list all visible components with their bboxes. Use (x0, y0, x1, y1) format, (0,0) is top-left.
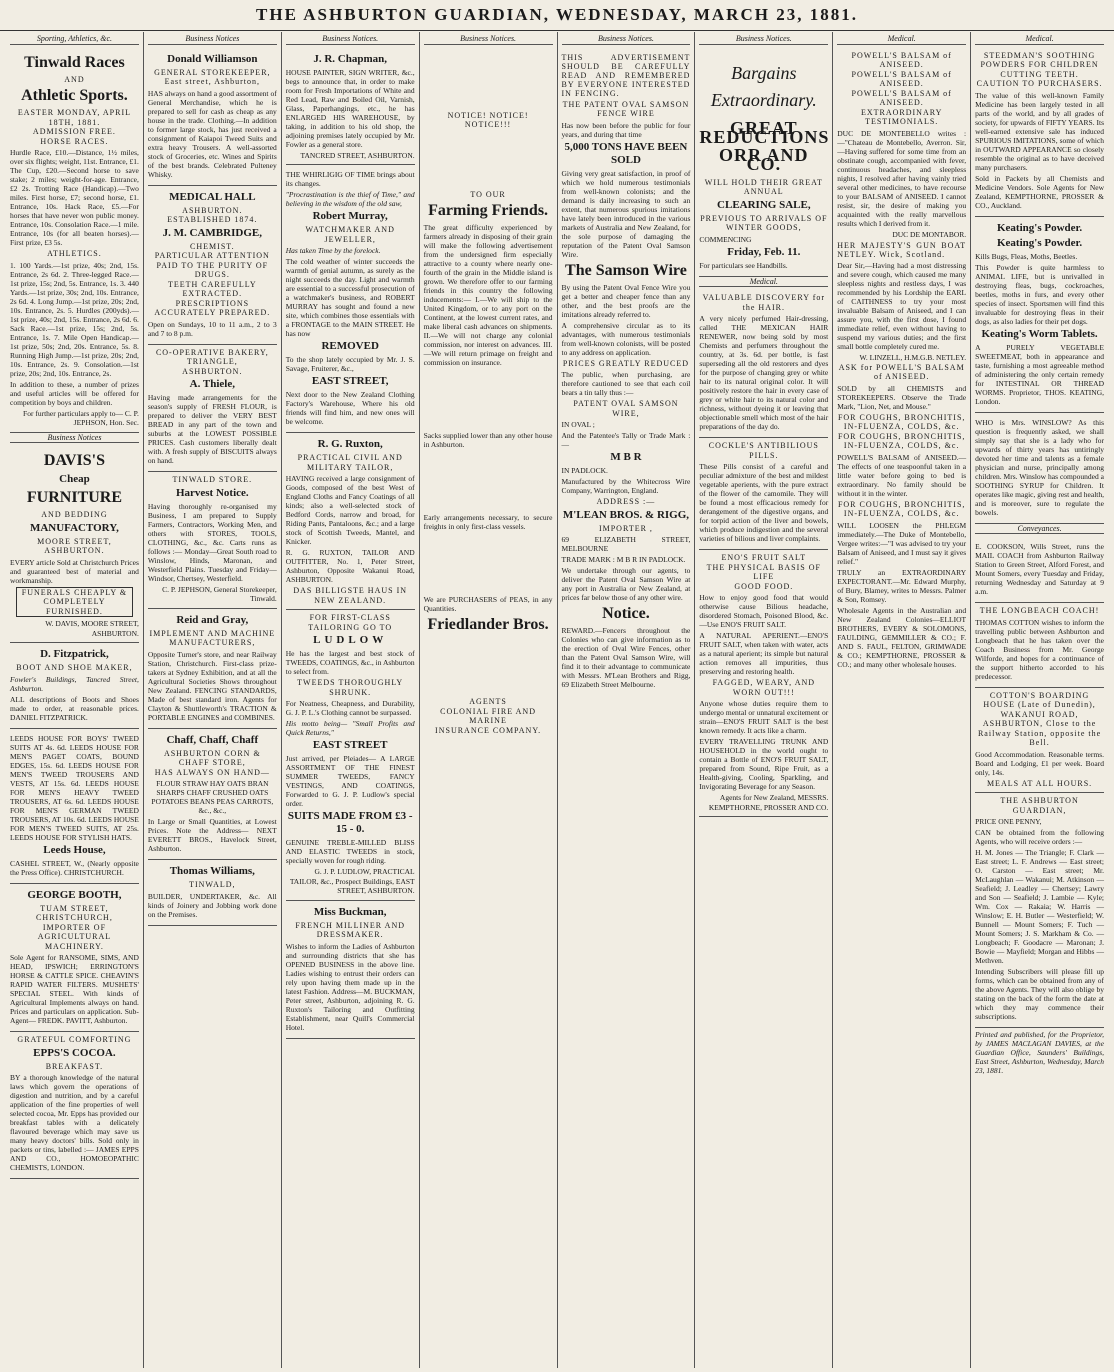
ad-text: NOTICE! NOTICE! NOTICE!!! (447, 110, 529, 129)
ad-title: Bargains (731, 62, 797, 83)
ad-text: PARTICULAR ATTENTION PAID TO THE PURITY OF DRUGS. (154, 251, 270, 279)
ad-text: IN OVAL ; (561, 420, 595, 429)
ad-title: FURNITURE (26, 489, 122, 506)
ad-signature: DUC DE MONTABOR. (892, 229, 967, 239)
ad-text: CO-OPERATIVE BAKERY, (155, 347, 269, 357)
ad-title: The Samson Wire (565, 261, 687, 279)
ad-text: GRATEFUL COMFORTING (17, 1035, 132, 1044)
ad-text: TO OUR (470, 189, 506, 199)
ad-text: PATENT OVAL SAMSON WIRE, (573, 399, 679, 418)
ad-body: Has now been before the public for four years, and during that time (561, 120, 691, 139)
ad-text: EAST STREET, (311, 375, 389, 387)
ad-body: Open on Sundays, 10 to 11 a.m., 2 to 3 and 7 to 8 p.m. (147, 319, 277, 338)
ad-text: HER MAJESTY'S GUN BOAT NETLEY. Wick, Scotland. (837, 241, 967, 259)
ad-title: R. G. Ruxton, (317, 438, 383, 450)
ad-body: LEEDS HOUSE FOR BOYS' TWEED SUITS AT 4s. 6d. LEEDS HOUSE FOR MEN'S PAGET COATS, BOUND EDGES, 15s. 6d. LEEDS HOUSE FOR MEN'S TWEED TROUSERS AND VESTS, AT 15s. 6d. LEEDS HOUSE FOR MEN'S HEAVY TWEED TROUSERS, AT 6s. 6d. LEEDS HOUSE FOR MEN'S GERMAN TWEED TROUSERS, AT 10s. 6d. LEEDS HOUSE FOR MEN'S TWEED SUITS, AT 25s. LEEDS HOUSE FOR STYLISH HATS. (10, 733, 139, 842)
ad-text: THIS ADVERTISEMENT SHOULD BE CAREFULLY READ AND REMEMBERED BY EVERYONE INTERESTED IN FENCING. (561, 52, 691, 98)
ad-body: We undertake through our agents, to deliver the Patent Oval Samson Wire at any port in Australia or New Zealand, at prices far below those of any other wire. (561, 566, 691, 602)
ad-text: MOORE STREET, ASHBURTON. (37, 536, 112, 555)
trade-mark: TRADE MARK : M B R IN PADLOCK. (561, 555, 686, 564)
ad-text: PRICES GREATLY REDUCED (562, 358, 690, 368)
ad-text: ASHBURTON CORN & CHAFF STORE, (163, 748, 261, 767)
ad-body: Sold in Packets by all Chemists and Medicine Vendors. Sole Agents for New Zealand, KEMPTHORNE, PROSSER & CO., Auckland. (975, 173, 1104, 210)
tinwald-races-ad (10, 48, 139, 433)
ad-body: WHO is Mrs. WINSLOW? As this question is frequently asked, we shall simply say that she is a lady who for upwards of thirty years has untiringly devoted her time and talents as a female physician and nurse, principally among children. Mrs. Winslow has compounded a SOOTHING SYRUP for Children. It operates like magic, giving rest and health, and is moreover, sure to regulate the bowels. (975, 417, 1104, 517)
ad-text: Has taken Time by the forelock. (285, 246, 381, 255)
ad-price: SUITS MADE FROM £3 - 15 - 0. (287, 810, 413, 835)
ad-body: HAVING received a large consignment of Goods, composed of the best West of England Cloths and Fancy Coatings of all kinds; also a well-selected stock of Bedford Cords, narrow and broad, for Riding Pants, Pantaloons, &c.; and a large stock of Scottish Tweeds, Mantel, and Knicker. (285, 474, 415, 546)
masthead: THE ASHBURTON GUARDIAN, WEDNESDAY, MARCH 23, 1881. (0, 0, 1114, 31)
ad-date: Friday, Feb. 11. (727, 245, 801, 258)
ad-text: WINTER GOODS, (725, 223, 802, 232)
ad-text: ESTABLISHED 1874. (167, 215, 258, 224)
george-booth-ad (10, 884, 139, 1033)
column-header: Business Notices. (699, 34, 828, 45)
ad-title: MEDICAL HALL (169, 190, 256, 203)
ad-body: DUC DE MONTEBELLO writes :—"Chateau de Montebello, Averron. Sir,—Having suffered for some time from an obstinate cough, accompanied with fever, continuous headaches, and sleepless nights, I resolved after having vainly tried several other medicines, to have recourse to your BALSAM of ANISEED. I cannot resist, sir, the desire of making you acquainted with the really marvellous results which I derived from it. (837, 128, 967, 228)
ad-text: PREVIOUS TO ARRIVALS OF (700, 213, 828, 223)
ad-text: ASHBURTON. (182, 205, 243, 215)
ad-title: Keating's Powder. (996, 236, 1083, 249)
chaff-store-ad (148, 729, 277, 861)
ad-text: PRESCRIPTIONS ACCURATELY PREPARED. (154, 298, 271, 317)
ad-text: BOOT AND SHOE MAKER, (16, 663, 133, 672)
ad-signature: G. J. P. LUDLOW, PRACTICAL TAILOR, &c., Prospect Buildings, EAST STREET, ASHBURTON. (289, 867, 415, 895)
ad-text: PRACTICAL CIVIL AND MILITARY TAILOR, (297, 453, 403, 472)
ad-text: CHEMIST. (190, 241, 235, 251)
enos-fruit-salt-ad (699, 550, 828, 817)
ad-body: Dear Sir,—Having had a most distressing and severe cough, which caused me many sleepless nights and restless days, I was recommended by his Lordship the EARL of CAITHNESS to try your most invaluable Balsam of Aniseed, and I can assure you, with the first dose, I found immediate relief, even without having to suspend my various duties; and the first small bottle completely cured me. (837, 261, 967, 351)
samson-wire-ad (562, 48, 691, 696)
column-header: Medical. (975, 34, 1104, 45)
column-header: Business Notices. (286, 34, 415, 45)
ad-body: A NATURAL APERIENT.—ENO'S FRUIT SALT, when taken with water, acts as a natural aperient; its simple but natural action removes all impurities, thus preserving and restoring health. (699, 631, 829, 676)
column-header: Business Notices. (562, 34, 691, 45)
ad-text: TINWALD STORE. (172, 475, 253, 484)
ad-title: Keating's Worm Tablets. (981, 327, 1098, 340)
ad-title: GREAT REDUCTIONS (699, 117, 830, 147)
ad-text: Cheap (59, 473, 90, 485)
boarding-house-ad (975, 688, 1104, 794)
ad-title: Robert Murray, (312, 210, 388, 222)
ad-body: These Pills consist of a careful and peculiar admixture of the best and mildest vegetable aperients, with the pure extract of the flower of the camomile. They will be found a most efficacious remedy for derangement of the digestive organs, and for torpid action of the liver and bowels, which produce indigestion and the several varieties of bilious and liver complaints. (699, 462, 829, 543)
ad-body: Intending Subscribers will please fill up forms, which can be obtained from any of the above Agents. They will also oblige by stating on the back of the form the date at which they may commence their subscriptions. (975, 967, 1104, 1021)
ad-body: E. COOKSON, Wills Street, runs the MAIL COACH from Ashburton Railway Station to Green Street, Alford Forest, and Mount Somers, every Tuesday and Friday, returning Wednesday and Saturday at 9 a.m. (975, 542, 1104, 596)
ad-text: WILL HOLD THEIR GREAT (704, 177, 823, 187)
ad-text: ADDRESS :— (596, 497, 656, 506)
ad-body: HAS always on hand a good assortment of General Merchandise, which he is prepared to sell for cash as cheap as any house in the trade. Clothing.—In addition to former large stock, has just received a consignment of Kaiapoi Tweed Suits and extra heavy Trousers. A well-assorted stock of Groceries, etc. Wines and Spirits of the best brands. Celebrated Pulteney Whisky. (147, 88, 277, 179)
chapman-ad (286, 48, 415, 166)
donald-williamson-ad (148, 48, 277, 186)
ad-body: Good Accommodation. Reasonable terms. Board and Lodging, £1 per week. Board only, 14s. (975, 749, 1104, 777)
ad-body: Having made arrangements for the season's supply of FRESH FLOUR, is prepared to deliver the VERY BEST BREAD in any part of the town and suburbs at the LOWEST POSSIBLE PRICES. Cash customers liberally dealt with. A fresh supply of BISCUITS always on hand. (147, 393, 277, 465)
ad-text: FOR COUGHS, BRONCHITIS, IN-FLUENZA, COLDS, &c. (837, 499, 966, 518)
ad-body: A PURELY VEGETABLE SWEETMEAT, both in appearance and taste, furnishing a most agreeable method of administering the only certain remedy for INTESTINAL OR THREAD WORMS. Proprietor, THOS. KEATING, London. (975, 342, 1104, 406)
ad-title: DAVIS'S (43, 452, 105, 469)
guardian-agents-ad (975, 793, 1104, 1028)
column-header: Business Notices. (424, 34, 553, 45)
ad-text: POWELL'S BALSAM of ANISEED. (851, 69, 952, 88)
cooperative-bakery-ad (148, 345, 277, 473)
ludlow-ad (286, 610, 415, 901)
steedman-ad (975, 48, 1104, 217)
ad-text: GENERAL STOREKEEPER, East street, Ashburton, (154, 67, 271, 86)
column-4 (419, 32, 557, 1368)
column-header: Medical. (699, 277, 828, 288)
ad-text: THE PHYSICAL BASIS OF LIFE (706, 562, 821, 581)
ad-title: Reid and Gray, (176, 613, 249, 626)
ad-title: Donald Williamson (167, 52, 258, 65)
ad-body: We are PURCHASERS of PEAS, in any Quantities. (423, 595, 553, 613)
keatings-powder-ad (975, 217, 1104, 413)
ad-title: Tinwald Races (24, 53, 125, 71)
ad-body: To the shop lately occupied by Mr. J. S. Savage, Fruiterer, &c., (285, 355, 415, 373)
leeds-house-ad (10, 729, 139, 884)
miss-buckman-ad (286, 901, 415, 1039)
ad-body: The value of this well-known Family Medicine has been largely tested in all parts of the world, and by all grades of society, for upwards of FIFTY YEARS. Its well-earned extensive sale has induced SPURIOUS IMITATIONS, some of which in OUTWARD APPEARANCE so closely resemble the original as to have deceived many purchasers. (975, 90, 1104, 172)
ad-body: WILL LOOSEN the PHLEGM immediately.—The Duke of Montebello, Vergee writes:—"I was advised to try your Balsam of Aniseed, and I must say it gives relief." (837, 520, 967, 566)
ad-text: ANNUAL (743, 187, 784, 196)
ad-text: GOOD FOOD. (734, 581, 794, 591)
ad-signature: For further particulars apply to— C. P. JEPHSON, Hon. Sec. (23, 408, 139, 427)
ad-body: THOMAS COTTON wishes to inform the travelling public between Ashburton and Longbeach that he has taken over the Coach Business from Mr. George Wilforde, and hopes for a continuance of the support hitherto accorded to his predecessor. (975, 617, 1104, 681)
ad-signature: W. LINZELL, H.M.G.B. NETLEY. (859, 353, 967, 362)
ad-body: The cold weather of winter succeeds the warmth of genial autumn, as surely as the night succeeds the day. Light and warmth are essential to a successful prosecution of a watchmaker's business, and ROBERT MURRAY has sought and found a new site, which combines those essentials with a FRONTAGE to the MAIN STREET. He has now (285, 257, 415, 338)
ad-body: Opposite Turner's store, and near Railway Station, Christchurch. First-class prize-takers at Sydney Exhibition, and at all the Agricultural Societies Shows throughout New Zealand. FENCING STANDARDS, Made of best standard iron. Agents for Clayton & Shuttleworth's TRACTION & PORTABLE ENGINES and COMBINES. (147, 649, 277, 722)
column-header: Medical. (837, 34, 966, 45)
ad-text: POWELL'S BALSAM of ANISEED. (851, 88, 952, 107)
ad-text: IMPORTER , (598, 523, 653, 533)
ad-text: TRIANGLE, (186, 357, 238, 366)
ad-title: M'LEAN BROS. & RIGG, (562, 508, 690, 521)
epps-cocoa-ad (10, 1032, 139, 1179)
ad-body: Hurdle Race, £10.—Distance, 1½ miles, over six flights; weight, 11st. Entrance, £1. The Cup, £20.—Second horse to save stake; 2 miles; weight-for-age. Entrance, £2 2s. Trotting Race (Handicap).—Two miles. First horse, £7; second horse, £1. Entrance, 10s. Hack Race, £5.—For horses that have never won public money. Entrance, 10s. Consolation Race.—1 mile. Entrance, 10s (for all beaten horses).—First prize, £3 5s. (10, 148, 139, 247)
ad-body: POWELL'S BALSAM of ANISEED.—The effects of one teaspoonful taken in a little water before going to bed is extraordinary. No family should be without it in the winter. (837, 452, 967, 498)
column-5 (557, 32, 695, 1368)
ad-body: EVERY article Sold at Christchurch Prices and guaranteed best of material and workmanship. (10, 557, 139, 585)
ad-text: 69 ELIZABETH STREET, MELBOURNE (561, 535, 691, 553)
ad-title: Miss Buckman, (313, 905, 387, 918)
ad-text: TWEEDS THOROUGHLY SHRUNK. (297, 678, 404, 697)
ad-text: THE ASHBURTON GUARDIAN, (1000, 796, 1079, 815)
davis-furniture-ad (10, 446, 139, 643)
cockles-pills-ad (699, 438, 828, 550)
ad-text: VALUABLE DISCOVERY for the HAIR. (702, 293, 826, 312)
ad-body: REWARD.—Fencers throughout the Colonies who can give information as to the erection of Oval Wire Fences, other than the Patent Oval Samson Wire, will find it to their advantage to communicate with Messrs. M'Lean Brothers and Rigg, 69 Elizabeth Street Melbourne. (561, 626, 691, 689)
ad-text: POWELL'S BALSAM of ANISEED. (851, 50, 952, 69)
ad-body: And the Patentee's Tally or Trade Mark :— (561, 431, 691, 449)
newspaper-columns (6, 32, 1108, 1368)
ad-text: THE LONGBEACH COACH! (979, 606, 1100, 615)
fitzpatrick-ad (10, 643, 139, 729)
ad-body: By using the Patent Oval Fence Wire you get a better and cheaper fence than any other, and the best proofs are the imitations already referred to. (561, 282, 691, 319)
column-header: Business Notices (10, 433, 139, 444)
ludlow-vertical-name: LUDLOW (313, 634, 388, 646)
ad-body: Manufactured by the Whitecross Wire Company, Warrington, England. (561, 477, 691, 495)
ad-text: TUAM STREET, CHRISTCHURCH, (36, 903, 113, 922)
ad-text: PRICE ONE PENNY, (975, 817, 1042, 826)
ad-body: In addition to these, a number of prizes and useful articles will be offered for competition by boys and children. (10, 379, 139, 407)
column-7 (832, 32, 970, 1368)
ad-title: Extraordinary. (710, 90, 817, 110)
ad-text: For particulars see Handbills. (699, 260, 788, 270)
ad-date: EASTER MONDAY, APRIL 18TH, 1881. (17, 108, 131, 127)
ad-text: TEETH CAREFULLY EXTRACTED. (167, 279, 257, 298)
ad-text: FOR COUGHS, BRONCHITIS, IN-FLUENZA, COLDS, &c. (837, 431, 966, 450)
ad-text: ASHBURTON. (182, 366, 243, 376)
ad-body: In Large or Small Quantities, at Lowest Prices. Note the Address— NEXT EVERETT BROS., Havelock Street, Ashburton. (147, 817, 277, 853)
ad-text: AND BEDDING (41, 510, 108, 519)
ad-text: FOR FIRST-CLASS TAILORING GO TO (308, 613, 393, 632)
section-heading: ATHLETICS. (47, 249, 102, 258)
ad-title: CLEARING SALE, (717, 198, 811, 211)
funerals-box: FUNERALS CHEAPLY & COMPLETELY FURNISHED. (16, 587, 133, 618)
ad-text: AGENTS (469, 697, 507, 706)
powells-balsam-ad (837, 48, 966, 675)
ad-title: J. M. CAMBRIDGE, (162, 226, 262, 239)
ad-title: D. Fitzpatrick, (40, 648, 109, 660)
ad-text: COLONIAL FIRE AND MARINE (440, 706, 536, 725)
ad-title: Chaff, Chaff, Chaff (166, 733, 259, 746)
ad-text: CASHEL STREET, W., (Nearly opposite the Press Office). CHRISTCHURCH. (10, 858, 139, 877)
ad-body: 1. 100 Yards.—1st prize, 40s; 2nd, 15s. Entrance, 2s 6d. 2. Three-legged Race.—1st prize, 15s; 2nd, 5s. Entrance, 1s. 3. 440 Yards.—1st prize, 30s; 2nd, 10s. Entrance, 2s 6d. 4. Long Jump.—1st prize, 20s; 2nd, 10s. Entrance, 2s. 5. Hurdles (200yds).—1st prize, 40s; 2nd, 15s. Entrance, 2s 6d. 6. Sack Race.—1st prize, 15s; 2nd, 5s. Entrance, 1s. 7. Mile Open Handicap.—1st prize, 50s; 2nd, 20s. Entrance, 5s. 8. Running High Jump.—1st prize, 20s; 2nd, 10s. Entrance, 2s. 9. Consolation.—1st prize, 20s; 2nd, 10s. Entrance, 2s. (10, 260, 139, 378)
ad-body: Early arrangements necessary, to secure freights in only first-class vessels. (423, 513, 553, 531)
ad-body: Having thoroughly re-organised my Business, I am prepared to Supply Farmers, Contractors, Working Men, and others with STORES, TOOLS, CLOTHING, &c., &c. Carts runs as follows :— Monday—Great South road to Winslow, Hinds, Maronan, and Westerfield Plains. Tuesday and Friday—Windsor, Chertsey, Westerfield. (147, 501, 277, 583)
ad-text: STEEDMAN'S SOOTHING POWDERS FOR CHILDREN CUTTING TEETH. (980, 50, 1099, 79)
ad-body: Just arrived, per Pleiades— A LARGE ASSORTMENT OF THE FINEST SUMMER TWEEDS, FANCY VESTINGS, AND COATINGS, Forwarded to G. J. P. Ludlow's special order. (285, 754, 415, 808)
ad-text: FOR COUGHS, BRONCHITIS, IN-FLUENZA, COLDS, &c. (837, 412, 966, 431)
ad-body: GENUINE TREBLE-MILLED BLISS AND ELASTIC TWEEDS in stock, specially woven for rough riding. (285, 838, 415, 865)
ad-title: 5,000 TONS HAVE BEEN SOLD (564, 140, 688, 166)
ad-text: EAST STREET (312, 739, 388, 751)
ad-body: HOUSE PAINTER, SIGN WRITER, &c., begs to announce that, in order to make room for Fresh Importations of White and Red Lead, Raw and Boiled Oil, Varnish, Glass, Paperhangings, etc., he has ENLARGED HIS WAREHOUSE, by taking, in addition to his old shop, the adjoining premises lately occupied by Mr. Fowler as a general store. (285, 67, 415, 149)
ad-text: IMPORTER OF AGRICULTURAL MACHINERY. (37, 922, 112, 951)
longbeach-coach-ad (975, 603, 1104, 688)
column-2 (143, 32, 281, 1368)
ad-body: Next door to the New Zealand Clothing Factory's Warehouse, Where his old friends will find him, and new ones will be welcome. (285, 390, 415, 426)
ad-body: The public, when purchasing, are therefore cautioned to see that each coil bears a tin tally thus :— (561, 370, 691, 397)
ad-signature: TANCRED STREET, ASHBURTON. (300, 150, 415, 160)
imprint: Printed and published, for the Proprietor, by JAMES MACLAGAN DAVIES, at the Guardian Office, Saunders' Buildings, East Street, Ashburton, Wednesday, March 23, 1881. (975, 1030, 1104, 1075)
ad-signature: C. P. JEPHSON, General Storekeeper, Tinwald. (162, 584, 277, 603)
column-header: Business Notices (148, 34, 277, 45)
ad-text: IN PADLOCK. (561, 466, 608, 475)
ad-subtitle: Athletic Sports. (21, 87, 128, 104)
agents-list: H. M. Jones — The Triangle; F. Clark — East street; L. F. Andrews — East street; O. Carston — East street; Mr. McLaughlan — Wakanui; M. Atkinson — Seafield; J. Leadley — Chertsey; Lawry and Son — Seafield; J. Lambie — Kyle; Wm. Cox — Rakaia; W. Harris — Winslow; E. H. Butler — Westerfield; W. Bunnell — Mount Somers; F. Tuch — Mount Somers; J. S. Markham & Co. — Longbeach; F. Goodacre — Maronan; J. Bowie — Mayfield; Morgan and Hibbs — Methven. (975, 848, 1104, 965)
ad-text: WATCHMAKER AND JEWELLER, (305, 225, 395, 244)
mexican-hair-ad (699, 290, 828, 438)
ad-body: A comprehensive circular as to its advantages, with numerous testimonials from well-known colonists, will be posted to any address on application. (561, 320, 691, 357)
ad-title: GEORGE BOOTH, (27, 888, 122, 901)
ad-text: HAS ALWAYS ON HAND— (154, 767, 270, 777)
ad-body: FLOUR STRAW HAY OATS BRAN SHARPS CHAFF CRUSHED OATS POTATOES BEANS PEAS CARROTS, &c., &c., (151, 779, 274, 815)
ad-text: "Procrastination is the thief of Time," and believing in the wisdom of the old saw, (285, 190, 415, 208)
friedlander-ad (424, 48, 553, 740)
ad-text: ADMISSION FREE. (32, 127, 116, 136)
ad-text: TINWALD, (189, 880, 236, 889)
column-header: Sporting, Athletics, &c. (10, 34, 139, 45)
ad-text: MEALS AT ALL HOURS. (986, 778, 1093, 788)
ad-body: This Powder is quite harmless to ANIMAL LIFE, but is unrivalled in destroying fleas, bugs, cockroaches, beetles, moths in furs, and every other species of insect. Sportsmen will find this invaluable for destroying fleas in their dogs, as also ladies for their pet dogs. (975, 262, 1104, 326)
ad-body: TRULY an EXTRAORDINARY EXPECTORANT.—Mr. Edward Murphy, of Bury, Blamey, writes to Messrs. Palmer & Son, Romsey. (837, 567, 967, 604)
ad-body: EVERY TRAVELLING TRUNK AND HOUSEHOLD in the world ought to contain a Bottle of ENO'S FRUIT SALT, prepared from Sound, Ripe Fruit, as a Health-giving, Cooling, Sparkling, and Invigorating Beverage for any Season. (699, 737, 829, 791)
column-header: Conveyances. (975, 524, 1104, 535)
ad-text: CAUTION TO PURCHASERS. (976, 79, 1103, 88)
ad-body: Sole Agent for RANSOME, SIMS, AND HEAD, IPSWICH; ERRINGTON'S HORSE & CATTLE SPICE. CHEAVIN'S RAPID WATER FILTERS. MUSHETS' SPECIAL STEEL. With kinds of Agricultural Implements always on hand. Prices and particulars on application. Sub-Agent— FREDK. PAVITT, Ashburton. (10, 953, 139, 1025)
ad-body: How to enjoy good food that would otherwise cause Bilious headache, disordered Stomach, Poisoned Blood, &c.—Use ENO'S FRUIT SALT. (699, 593, 829, 629)
ad-title: Farming Friends. (428, 202, 549, 219)
ad-title: J. R. Chapman, (313, 52, 388, 65)
ad-body: SOLD by all CHEMISTS and STOREKEEPERS. Observe the Trade Mark, "Lion, Net, and Mouse." (837, 383, 967, 411)
ad-title: ORR AND CO. (719, 144, 809, 174)
ad-text: FRENCH MILLINER AND DRESSMAKER. (295, 920, 406, 939)
ad-text: EXTRAORDINARY TESTIMONIALS. (860, 107, 943, 126)
ad-text: BREAKFAST. (45, 1061, 104, 1071)
ad-signature: W. DAVIS, MOORE STREET, ASHBURTON. (45, 619, 139, 638)
ad-text: FAGGED, WEARY, AND WORN OUT!!! (712, 678, 816, 697)
reid-gray-ad (148, 609, 277, 729)
ad-title: Friedlander Bros. (427, 616, 549, 633)
ad-text: REMOVED (321, 340, 379, 352)
ad-body: ALL descriptions of Boots and Shoes made to order, at reasonable prices. DANIEL FITZPATRICK. (10, 694, 139, 722)
ad-body: BY a thorough knowledge of the natural laws which govern the operations of digestion and nutrition, and by a careful application of the fine properties of well selected cocoa, Mr. Epps has provided our breakfast tables with a delicately flavoured beverage which may save us many heavy doctors' bills. Sold only in packets or tins, labelled :— JAMES EPPS AND CO., HOMOEOPATHIC CHEMISTS, LONDON. (10, 1073, 139, 1172)
ad-title: A. Thiele, (189, 378, 235, 390)
ad-body: Anyone whose duties require them to undergo mental or unnatural excitement or strain—ENO'S FRUIT SALT is the best known remedy. It acts like a charm. (699, 699, 829, 735)
trade-mark: M B R (610, 451, 642, 463)
ad-body: His motto being— "Small Profits and Quick Returns," (285, 719, 415, 737)
cookson-coach-ad (975, 537, 1104, 603)
ad-text: INSURANCE COMPANY. (435, 725, 542, 735)
ad-body: The great difficulty experienced by farmers already in disposing of their grain will make the following advertisement from the undersigned firm especially attractive to a county where nearly one-fourth of the grain in the Middle island is grown. We therefore offer to our farming friends in this country the following inducements:— I.—We will ship to the United Kingdom, or to any port on the Continent, at the lowest current rates, and make liberal cash advances on shipments. II.—We will not charge any colonial commission, nor interest on advances. III.—We will return primage on freight and commission on insurance. (423, 223, 553, 367)
ad-text: Fowler's Buildings, Tancred Street, Ashburton. (10, 674, 139, 693)
ad-text: COTTON'S BOARDING HOUSE (Late of Dunedin), WAKANUI ROAD, ASHBURTON, Close to the Railway Station, opposite the Bell. (977, 690, 1102, 747)
ad-title: Notice. (602, 605, 650, 622)
ad-body: R. G. RUXTON, TAILOR AND OUTFITTER, No. 1, Peter Street, Ashburton, Opposite Wakanui Road, ASHBURTON. (285, 548, 415, 584)
section-heading: HORSE RACES. (40, 136, 109, 146)
ad-body: He has the largest and best stock of TWEEDS, COATINGS, &c., in Ashburton to select from. (285, 649, 415, 676)
thomas-williams-ad (148, 860, 277, 926)
ad-body: For Neatness, Cheapness, and Durability, G. J. P. L.'s Clothing cannot be surpassed. (285, 699, 415, 717)
ad-body: CAN be obtained from the following Agents, who will receive orders :— (975, 828, 1104, 846)
ad-body: BUILDER, UNDERTAKER, &c. All kinds of Joinery and Jobbing work done on the Premises. (147, 891, 277, 919)
ad-title: Keating's Powder. (996, 221, 1083, 234)
column-1 (6, 32, 143, 1368)
ad-title: Thomas Williams, (169, 865, 255, 877)
ad-text: THE PATENT OVAL SAMSON FENCE WIRE (562, 99, 690, 118)
ad-body: Sacks supplied lower than any other house in Ashburton. (423, 431, 553, 449)
column-3 (281, 32, 419, 1368)
ad-text: Kills Bugs, Fleas, Moths, Beetles. (975, 251, 1078, 261)
ad-body: A very nicely perfumed Hair-dressing, called THE MEXICAN HAIR RENEWER, now being sold by most Chemists and perfumers throughout the country, at 3s. 6d. per bottle, is fast superseding all the old restorers and dyes for the purpose of changing grey or white hair to its natural original color. It will positively restore the hair in every case of grey or white hair to its natural color and richness, without dyeing it or leaving that objectionable smell which most of the hair preparations of the day do. (699, 314, 829, 431)
column-8 (970, 32, 1108, 1368)
column-6 (694, 32, 832, 1368)
ad-body: Giving very great satisfaction, in proof of which we hold numerous testimonials from well-known colonists; and the demand is daily increasing to such an extent, that numerous spurious imitations have lately been introduced in the various markets of Australia and New Zealand, for the sole purpose of damaging the reputation of the Patent Oval Samson Wire. (561, 168, 691, 259)
ad-text: THE WHIRLIGIG OF TIME brings about its changes. (285, 170, 415, 188)
ad-signature: Agents for New Zealand, MESSRS. KEMPTHORNE, PROSSER AND CO. (708, 793, 829, 812)
ad-text: MANUFACTORY, (29, 521, 119, 534)
ad-text: COCKLE'S ANTIBILIOUS PILLS. (708, 441, 819, 460)
ad-text: COMMENCING (699, 234, 752, 244)
ad-text: IMPLEMENT AND MACHINE MANUFACTURERS, (149, 628, 276, 647)
ad-text: ENO'S FRUIT SALT (721, 553, 807, 562)
ad-body: Wholesale Agents in the Australian and New Zealand Colonies—ELLIOT BROTHERS, EVERY & SOLOMONS, FAULDING, GEMMILLER & CO.; F. AND S. FAUL, FELTON, GRIMWADE & CO.; KEMPTHORNE, PROSSER & CO.; and many other wholesale houses. (837, 605, 967, 669)
ad-body: Wishes to inform the Ladies of Ashburton and surrounding districts that she has OPENED BUSINESS in the above line. Ladies wishing to entrust their orders can rely upon having them made up in the latest Fashion. Address—M. BUCKMAN, Peter street, Ashburton, adjoining R. G. Ruxton's Tailoring and Outfitting Establishment, near Quill's Commercial Hotel. (285, 941, 415, 1032)
tinwald-store-ad (148, 472, 277, 609)
ad-title: Harvest Notice. (175, 486, 249, 499)
mrs-winslow-ad (975, 413, 1104, 524)
ad-title: Leeds House, (43, 843, 106, 856)
ad-title: EPPS'S COCOA. (33, 1046, 116, 1059)
ad-text: ASK for POWELL'S BALSAM of ANISEED. (838, 362, 965, 381)
orr-and-co-ad (699, 48, 828, 277)
ad-text: DAS BILLIGSTE HAUS IN NEW ZEALAND. (293, 586, 408, 605)
medical-hall-ad (148, 186, 277, 345)
ruxton-ad (286, 433, 415, 610)
robert-murray-ad (286, 165, 415, 433)
ad-text: AND (64, 74, 85, 84)
